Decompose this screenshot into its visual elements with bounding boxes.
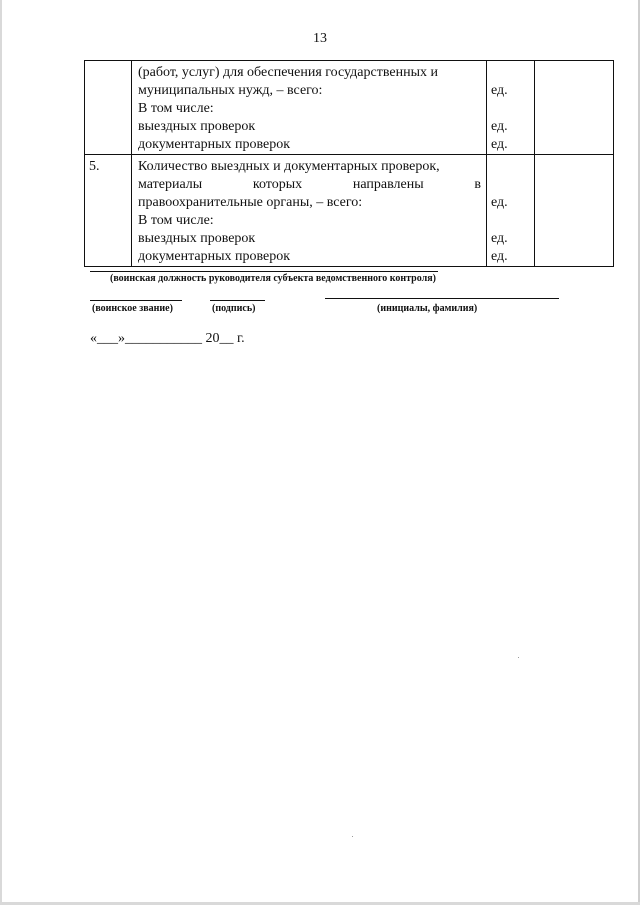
- scan-edge-left: [0, 0, 2, 905]
- row-unit: [491, 64, 530, 82]
- position-caption: (воинская должность руководителя субъекта ведомственного контроля): [110, 273, 436, 284]
- row-unit-cell: [487, 61, 535, 155]
- date-line: «___»___________ 20__ г.: [90, 331, 245, 346]
- scan-speck: [518, 657, 519, 658]
- row-value-cell: [535, 61, 614, 155]
- table-row-5: [85, 155, 614, 267]
- row-desc-line: правоохранительные органы, – всего:: [138, 195, 363, 210]
- rank-caption: (воинское звание): [92, 303, 173, 314]
- row-unit: ед.: [491, 119, 508, 134]
- row-unit: ед.: [491, 83, 508, 98]
- row-unit: [491, 212, 530, 230]
- row-description-cell: [132, 61, 487, 155]
- page-number: 13: [313, 31, 327, 46]
- justified-word: в: [474, 177, 481, 192]
- row-number: 5.: [89, 159, 100, 174]
- row-desc-text: (работ, услуг) для обеспечения государственных и: [138, 65, 438, 80]
- row-number-cell: [85, 61, 132, 155]
- row-unit: [491, 176, 530, 194]
- row-unit: ед.: [491, 137, 508, 152]
- row-desc-line: выездных проверок: [138, 231, 256, 246]
- row-unit: [491, 158, 530, 176]
- row-desc-line: [138, 176, 481, 194]
- row-desc-line: документарных проверок: [138, 249, 291, 264]
- row-desc-line: Количество выездных и документарных проверок,: [138, 159, 440, 174]
- row-desc-line: [138, 64, 481, 82]
- row-desc-line: В том числе:: [138, 213, 214, 228]
- row-unit: [491, 100, 530, 118]
- row-desc-line: документарных проверок: [138, 137, 291, 152]
- table-row-continued: [85, 61, 614, 155]
- justified-word: направлены: [352, 177, 424, 192]
- justified-word: материалы: [138, 177, 203, 192]
- row-number: [89, 64, 131, 82]
- justified-word: которых: [252, 177, 303, 192]
- row-desc-line: выездных проверок: [138, 119, 256, 134]
- row-number-cell: [85, 155, 132, 267]
- row-desc-line: В том числе:: [138, 101, 214, 116]
- position-signature-line: [90, 271, 438, 272]
- row-unit-cell: [487, 155, 535, 267]
- report-table: [84, 60, 614, 267]
- row-unit: ед.: [491, 249, 508, 264]
- row-value-cell: [535, 155, 614, 267]
- signature-line: [210, 300, 265, 301]
- row-description-cell: [132, 155, 487, 267]
- row-unit: ед.: [491, 195, 508, 210]
- row-desc-line: муниципальных нужд, – всего:: [138, 83, 323, 98]
- row-unit: ед.: [491, 231, 508, 246]
- signature-caption: (подпись): [212, 303, 256, 314]
- scan-speck: [352, 836, 353, 837]
- name-signature-line: [325, 298, 559, 299]
- name-caption: (инициалы, фамилия): [377, 303, 478, 314]
- rank-signature-line: [90, 300, 182, 301]
